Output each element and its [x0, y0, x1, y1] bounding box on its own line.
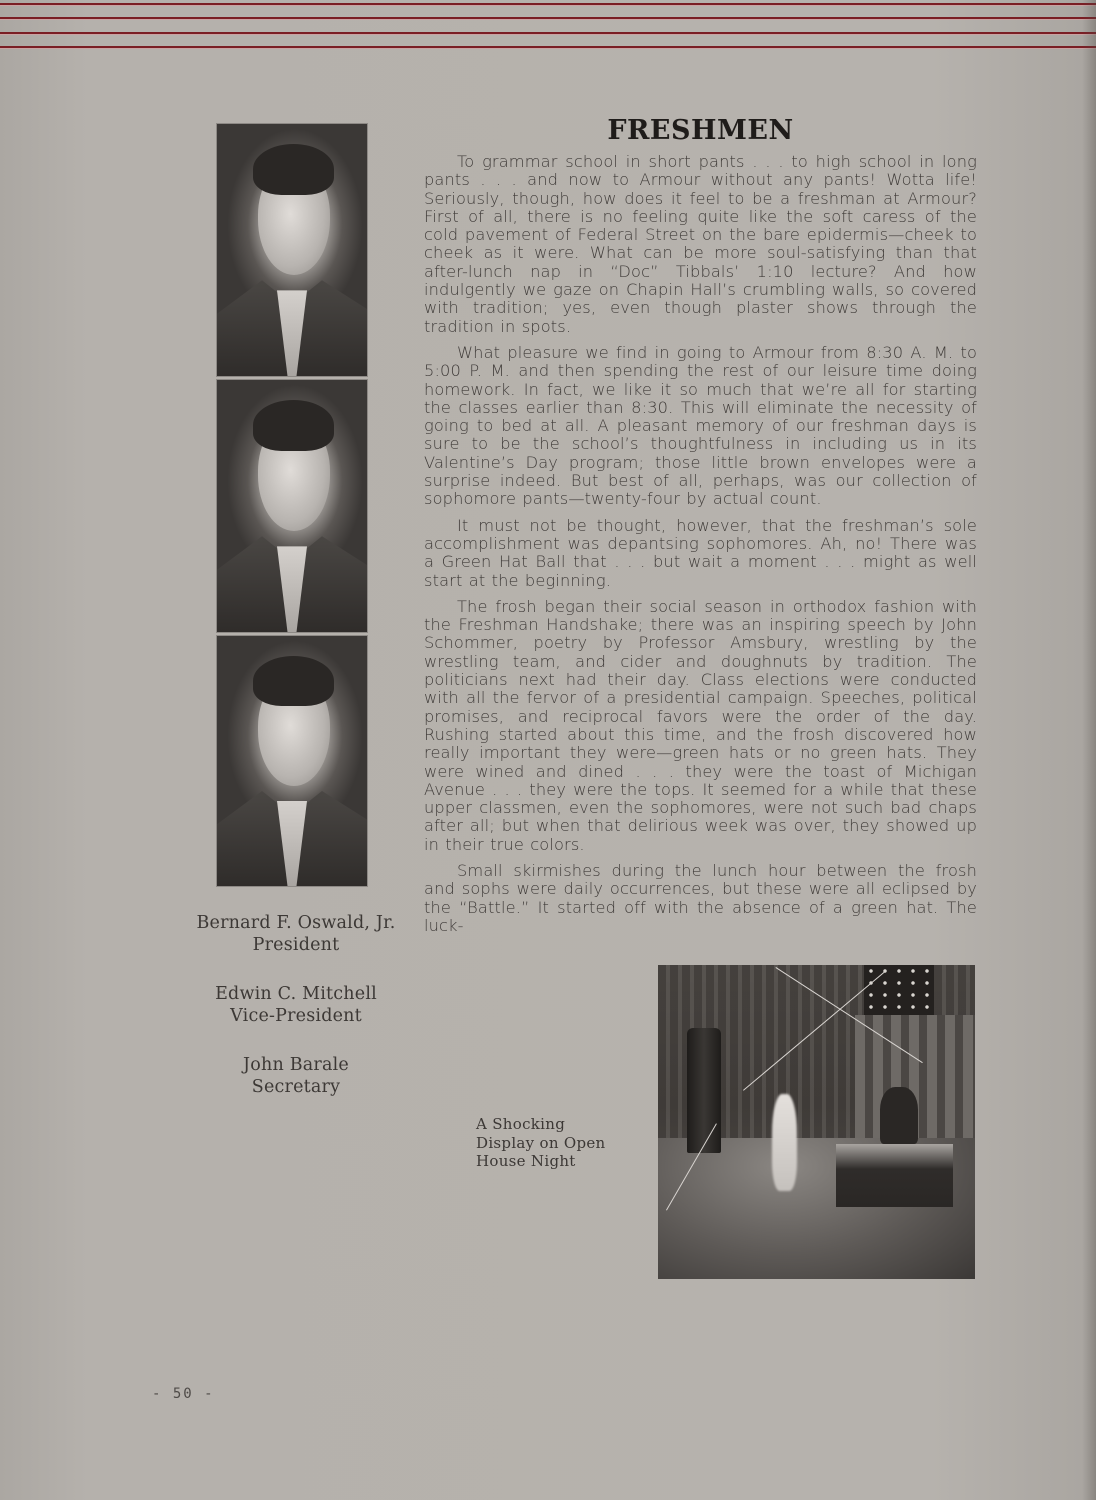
officer-entry: [196, 1054, 396, 1098]
officer-role: President: [252, 935, 340, 955]
photo-caption: [476, 1115, 646, 1171]
officer-name: Bernard F. Oswald, Jr.: [196, 913, 396, 933]
decorative-rule: [0, 46, 1096, 48]
officer-entry: [196, 983, 396, 1027]
officer-role: Secretary: [251, 1077, 341, 1097]
officer-portraits: [216, 123, 368, 889]
article-paragraph: Small skirmishes during the lunch hour between the frosh and sophs were daily occurrences, but these were all eclipsed by the “Battle.” It started off with the absence of a green hat. The luck-: [424, 860, 977, 935]
decorative-rule: [0, 3, 1096, 5]
photo-apparatus-table: [836, 1144, 953, 1207]
decorative-rule: [0, 17, 1096, 19]
officer-entry: [196, 912, 396, 956]
portrait-secretary: [216, 635, 368, 887]
caption-line: Display on Open: [476, 1133, 606, 1152]
photo-operator: [880, 1087, 918, 1144]
article-paragraph: The frosh began their social season in orthodox fashion with the Freshman Handshake; there was an inspiring speech by John Schommer, poetry by Professor Amsbury, wrestling by the wrestling team, and cider and doughnuts by tradition. The politicians next had their day. Class elections were conducted with all the fervor of a presidential campaign. Speeches, political promises, and reciprocal favors were the order of the day. Rushing started about this time, and the frosh discovered how really important they were—green hats or no green hats. They were wined and dined . . . they were the toast of Michigan Avenue . . . they were the tops. It seemed for a while that these upper classmen, even the sophomores, were not such bad chaps after all; but when that delirious week was over, they showed up in their true colors.: [424, 596, 977, 854]
page-title: FRESHMEN: [607, 115, 794, 146]
officer-role: Vice-President: [230, 1006, 362, 1026]
caption-line: House Night: [476, 1152, 576, 1170]
article: [424, 115, 977, 943]
electrical-demonstration-photo: [658, 965, 975, 1279]
caption-line: A Shocking: [476, 1115, 566, 1133]
officer-list: [196, 912, 396, 1125]
page-edge-shadow: [1082, 0, 1096, 1500]
decorative-rule: [0, 32, 1096, 34]
article-paragraph: It must not be thought, however, that the freshman’s sole accomplishment was depantsing sophomores. Ah, no! There was a Green Hat Ball that . . . but wait a moment . . . might as well start at the beginning.: [424, 515, 977, 590]
officer-name: Edwin C. Mitchell: [215, 984, 377, 1004]
officer-name: John Barale: [243, 1055, 349, 1075]
article-paragraph: To grammar school in short pants . . . to high school in long pants . . . and now to Armour without any pants! Wotta life! Seriously, though, how does it feel to be a freshman at Armour? First of all, there is no feeling quite like the soft caress of the cold pavement of Federal Street on the bare epidermis—cheek to cheek as it were. What can be more soul-satisfying than that after-lunch nap in “Doc” Tibbals’ 1:10 lecture? And how indulgently we gaze on Chapin Hall’s crumbling walls, so covered with tradition; yes, even though plaster shows through the tradition in spots.: [424, 152, 977, 336]
page-number: - 50 -: [152, 1386, 215, 1402]
article-paragraph: What pleasure we find in going to Armour from 8:30 A. M. to 5:00 P. M. and then spending the rest of our leisure time doing homework. In fact, we like it so much that we’re all for starting the classes earlier than 8:30. This will eliminate the necessity of going to bed at all. A pleasant memory of our freshman days is sure to be the school’s thoughtfulness in including us in its Valentine’s Day program; those little brown envelopes were a surprise indeed. But best of all, perhaps, was our collection of sophomore pants—twenty-four by actual count.: [424, 342, 977, 509]
photo-coil-cylinder: [687, 1028, 722, 1154]
photo-flag: [864, 965, 934, 1015]
portrait-vice-president: [216, 379, 368, 633]
portrait-president: [216, 123, 368, 377]
photo-glowing-figure: [772, 1094, 797, 1191]
